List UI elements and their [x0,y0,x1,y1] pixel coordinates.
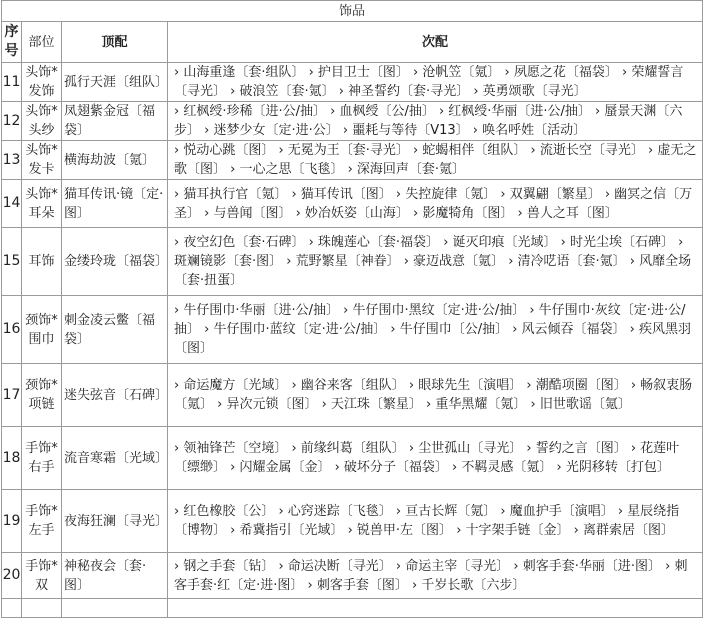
row-part: 耳饰 [22,228,62,296]
row-sub: › 钢之手套〔钻〕 › 命运决断〔寻光〕 › 命运主宰〔寻光〕 › 刺客手套·华丽〔进·图〕 › 刺客手套·红〔定·进·图〕 › 刺客手套〔图〕 › 千岁长歌〔六步〕 [168,553,703,599]
row-no: 15 [2,228,22,296]
table-body [2,1,703,618]
row-part: 手饰*双 [22,553,62,599]
row-no: 19 [2,490,22,553]
table-row [2,228,703,296]
row-sub: › 红枫绶·珍稀〔进·公/抽〕 › 血枫绶〔公/抽〕 › 红枫绶·华丽〔进·公/抽〕 › 蜃景天渊〔六步〕 › 迷梦少女〔定·进·公〕 › 噩耗与等待〔V13〕 › 唤名呼姓〔活动〕 [168,102,703,141]
row-sub: › 悦动心跳〔图〕 › 无冕为王〔套·寻光〕 › 蛇蝎相伴〔组队〕 › 流逝长空〔寻光〕 › 虚无之歌〔图〕 › 一心之思〔飞毯〕 › 深海回声〔套·氪〕 [168,141,703,180]
empty-row [2,599,703,618]
empty-cell [22,599,62,618]
row-sub: › 红色橡胶〔公〕 › 心窍迷踪〔飞毯〕 › 亘古长辉〔氪〕 › 魔血护手〔演唱〕 › 星辰绕指〔博物〕 › 希冀指引〔光域〕 › 锐兽甲·左〔图〕 › 十字架手链〔金〕 › 离群索居〔图〕 [168,490,703,553]
row-part: 头饰*发饰 [22,63,62,102]
row-part: 颈饰*围巾 [22,296,62,364]
table-row [2,427,703,490]
header-top: 顶配 [62,22,168,63]
empty-cell [2,599,22,618]
empty-cell [168,599,703,618]
row-top: 流音寒霜〔光域〕 [62,427,168,490]
row-sub: › 夜空幻色〔套·石碑〕 › 珠魄莲心〔套·福袋〕 › 诞灭印痕〔光域〕 › 时光尘埃〔石碑〕 › 斑斓镜影〔套·图〕 › 荒野繁星〔神眷〕 › 豪迈战意〔氪〕 › 清冷呓语〔套·氪〕 › 风靡全场〔套·扭蛋〕 [168,228,703,296]
row-no: 14 [2,180,22,228]
header-sub: 次配 [168,22,703,63]
row-top: 夜海狂澜〔寻光〕 [62,490,168,553]
row-no: 16 [2,296,22,364]
row-top: 凤翅紫金冠〔福袋〕 [62,102,168,141]
row-top: 金缕玲珑〔福袋〕 [62,228,168,296]
table-row [2,141,703,180]
row-top: 横海劫波〔氪〕 [62,141,168,180]
row-part: 颈饰*项链 [22,364,62,427]
row-sub: › 山海重逢〔套·组队〕 › 护目卫士〔图〕 › 沧帆笠〔氪〕 › 夙愿之花〔福袋〕 › 荣耀誓言〔寻光〕 › 破浪笠〔套·氪〕 › 神圣誓约〔套·寻光〕 › 英勇颂歌〔寻光〕 [168,63,703,102]
row-no: 13 [2,141,22,180]
row-top: 迷失弦音〔石碑〕 [62,364,168,427]
table-title-row [2,1,703,22]
accessory-table [1,0,703,618]
row-sub: › 命运魔方〔光域〕 › 幽谷来客〔组队〕 › 眼球先生〔演唱〕 › 潮酷项圈〔图〕 › 畅叙衷肠〔氪〕 › 异次元锁〔图〕 › 天江珠〔繁星〕 › 重华黑耀〔氪〕 › 旧世歌谣〔氪〕 [168,364,703,427]
table-row [2,63,703,102]
row-top: 刺金凌云鳖〔福袋〕 [62,296,168,364]
table-row [2,296,703,364]
row-no: 12 [2,102,22,141]
empty-cell [62,599,168,618]
header-no: 序号 [2,22,22,63]
row-sub: › 领袖锋芒〔空境〕 › 前缘纠葛〔组队〕 › 尘世孤山〔寻光〕 › 誓约之言〔图〕 › 花莲叶〔缥缈〕 › 闪耀金属〔金〕 › 破坏分子〔福袋〕 › 不羁灵感〔氪〕 › 光阴移转〔打包〕 [168,427,703,490]
row-sub: › 牛仔围巾·华丽〔进·公/抽〕 › 牛仔围巾·黑纹〔定·进·公/抽〕 › 牛仔围巾·灰纹〔定·进·公/抽〕 › 牛仔围巾·蓝纹〔定·进·公/抽〕 › 牛仔围巾〔公/抽〕 › 风云倾吞〔福袋〕 › 疾风黑羽〔图〕 [168,296,703,364]
table-row [2,364,703,427]
table-row [2,180,703,228]
table-row [2,490,703,553]
row-top: 神秘夜会〔套·图〕 [62,553,168,599]
row-part: 头饰*头纱 [22,102,62,141]
row-part: 头饰*发卡 [22,141,62,180]
row-no: 18 [2,427,22,490]
table-row [2,553,703,599]
row-top: 孤行天涯〔组队〕 [62,63,168,102]
row-top: 猫耳传讯·镜〔定·图〕 [62,180,168,228]
header-part: 部位 [22,22,62,63]
table-header-row [2,22,703,63]
row-sub: › 猫耳执行官〔氪〕 › 猫耳传讯〔图〕 › 失控旋律〔氪〕 › 双翼翩〔繁星〕 › 幽冥之信〔万圣〕 › 与兽闻〔图〕 › 妙冶妖姿〔山海〕 › 影魔犄角〔图〕 › 兽人之耳〔图〕 [168,180,703,228]
row-no: 20 [2,553,22,599]
row-part: 手饰*右手 [22,427,62,490]
row-part: 头饰*耳朵 [22,180,62,228]
row-no: 11 [2,63,22,102]
row-part: 手饰*左手 [22,490,62,553]
table-title: 饰品 [2,1,703,22]
table-row [2,102,703,141]
row-no: 17 [2,364,22,427]
